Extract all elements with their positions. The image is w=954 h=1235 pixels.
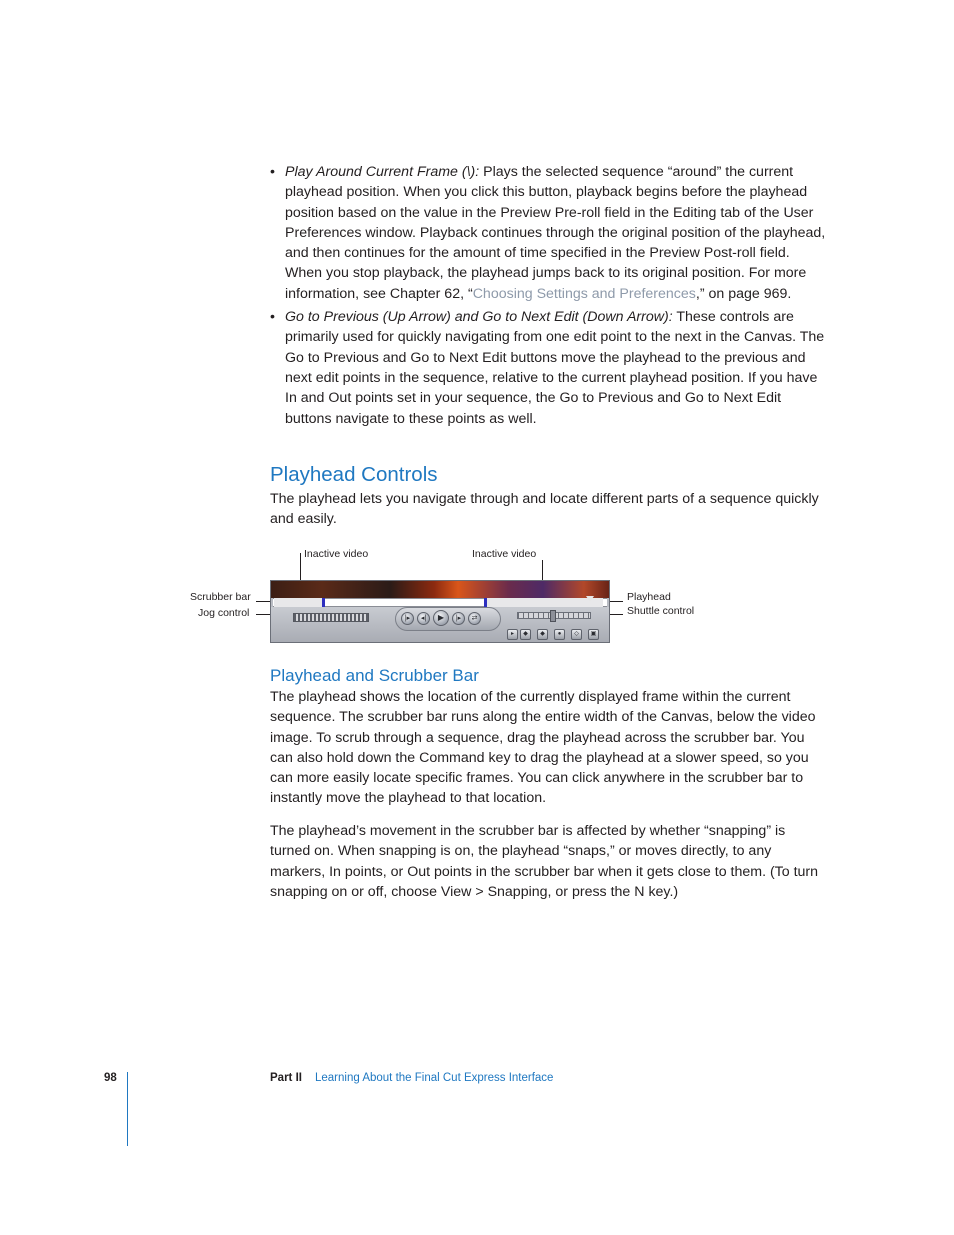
bullet-text: These controls are primarily used for quickly navigating from one edit point to the next in the Canvas. The Go to Previous and Go to Next Edit buttons move the playhead to the previous and next edit points in the sequence, relative to the current playhead position. If you have In and Out points set in your sequence, the Go to Previous and Go to Next Edit buttons navigate to these points as well. bbox=[285, 309, 825, 427]
bullet-dot: • bbox=[270, 309, 275, 326]
go-to-previous-edit-icon[interactable]: ◂| bbox=[417, 612, 430, 625]
label-scrubber-bar: Scrubber bar bbox=[190, 591, 251, 603]
label-jog-control: Jog control bbox=[198, 607, 250, 619]
mark-out-icon[interactable]: ◆ bbox=[537, 629, 548, 640]
bullet-dot: • bbox=[270, 164, 275, 180]
bullet-text-end: ,” on page 969. bbox=[695, 285, 792, 302]
jog-control[interactable] bbox=[293, 613, 369, 622]
video-image bbox=[271, 581, 610, 598]
page-number: 98 bbox=[104, 1072, 117, 1084]
play-in-to-out-icon[interactable]: |▸ bbox=[401, 612, 414, 625]
cross-reference-link[interactable]: Choosing Settings and Preferences bbox=[472, 285, 696, 302]
bullet-term: Play Around Current Frame (\): bbox=[285, 164, 480, 180]
bullet-text: Plays the selected sequence “around” the current playhead position. When you click this button, playback begins before the playhead position based on the value in the Preview Pre-roll field in the Editing tab of the User Preferences window. Playback continues through the original position of the playhead, and then continues for the amount of time specified in the Preview Post-roll field. When you stop playback, the playhead jumps back to its original position. For more information, see Chapter 62, “ bbox=[285, 164, 826, 302]
shuttle-knob[interactable] bbox=[550, 610, 556, 622]
subsection-paragraph-2: The playhead’s movement in the scrubber bar is affected by whether “snapping” is turned on. When snapping is on, the playhead “snaps,” or moves directly, to any markers, In points, or Out points in the scrubber bar when it gets close to them. (To turn snapping on or off, choose View > Snapping, or press the N key.) bbox=[270, 823, 819, 900]
match-frame-icon[interactable]: ▣ bbox=[588, 629, 599, 640]
label-inactive-video-left: Inactive video bbox=[304, 548, 369, 560]
bullet-list bbox=[270, 162, 826, 432]
section-heading: Playhead Controls bbox=[270, 463, 438, 486]
insert-edit-icon[interactable]: ▸ bbox=[507, 629, 518, 640]
canvas-controls-image bbox=[270, 580, 610, 643]
mark-in-icon[interactable]: ◆ bbox=[520, 629, 531, 640]
bullet-item-play-around bbox=[270, 162, 826, 304]
bullet-term: Go to Previous (Up Arrow) and Go to Next Edit (Down Arrow): bbox=[285, 309, 673, 326]
footer-chapter-title[interactable]: Learning About the Final Cut Express Interface bbox=[315, 1072, 554, 1084]
label-playhead: Playhead bbox=[627, 591, 671, 603]
label-inactive-video-right: Inactive video bbox=[472, 548, 537, 560]
add-marker-icon[interactable]: ● bbox=[554, 629, 565, 640]
footer-divider bbox=[127, 1072, 128, 1146]
playhead-icon[interactable] bbox=[586, 596, 594, 602]
out-point-marker bbox=[484, 598, 487, 607]
label-shuttle-control: Shuttle control bbox=[627, 605, 695, 617]
in-point-marker bbox=[322, 598, 325, 607]
go-to-next-edit-icon[interactable]: |▸ bbox=[452, 612, 465, 625]
footer-part: Part II bbox=[270, 1072, 302, 1084]
add-keyframe-icon[interactable]: ◇ bbox=[571, 629, 582, 640]
section-intro: The playhead lets you navigate through and locate different parts of a sequence quickly and easily. bbox=[270, 491, 819, 528]
subsection-paragraph-1: The playhead shows the location of the currently displayed frame within the current sequence. The scrubber bar runs along the entire width of the Canvas, below the video image. To scrub through a sequence, drag the playhead across the scrubber bar. You can also hold down the Command key to drag the playhead at a slower speed, so you can more easily locate specific frames. You can click anywhere in the scrubber bar to instantly move the playhead to that location. bbox=[270, 689, 816, 807]
play-icon[interactable]: ▶ bbox=[433, 610, 449, 626]
inactive-region-left bbox=[274, 598, 322, 607]
play-around-current-frame-icon[interactable]: ⇄ bbox=[468, 612, 481, 625]
bullet-item-go-to-edit bbox=[270, 307, 826, 429]
subsection-heading: Playhead and Scrubber Bar bbox=[270, 666, 479, 685]
